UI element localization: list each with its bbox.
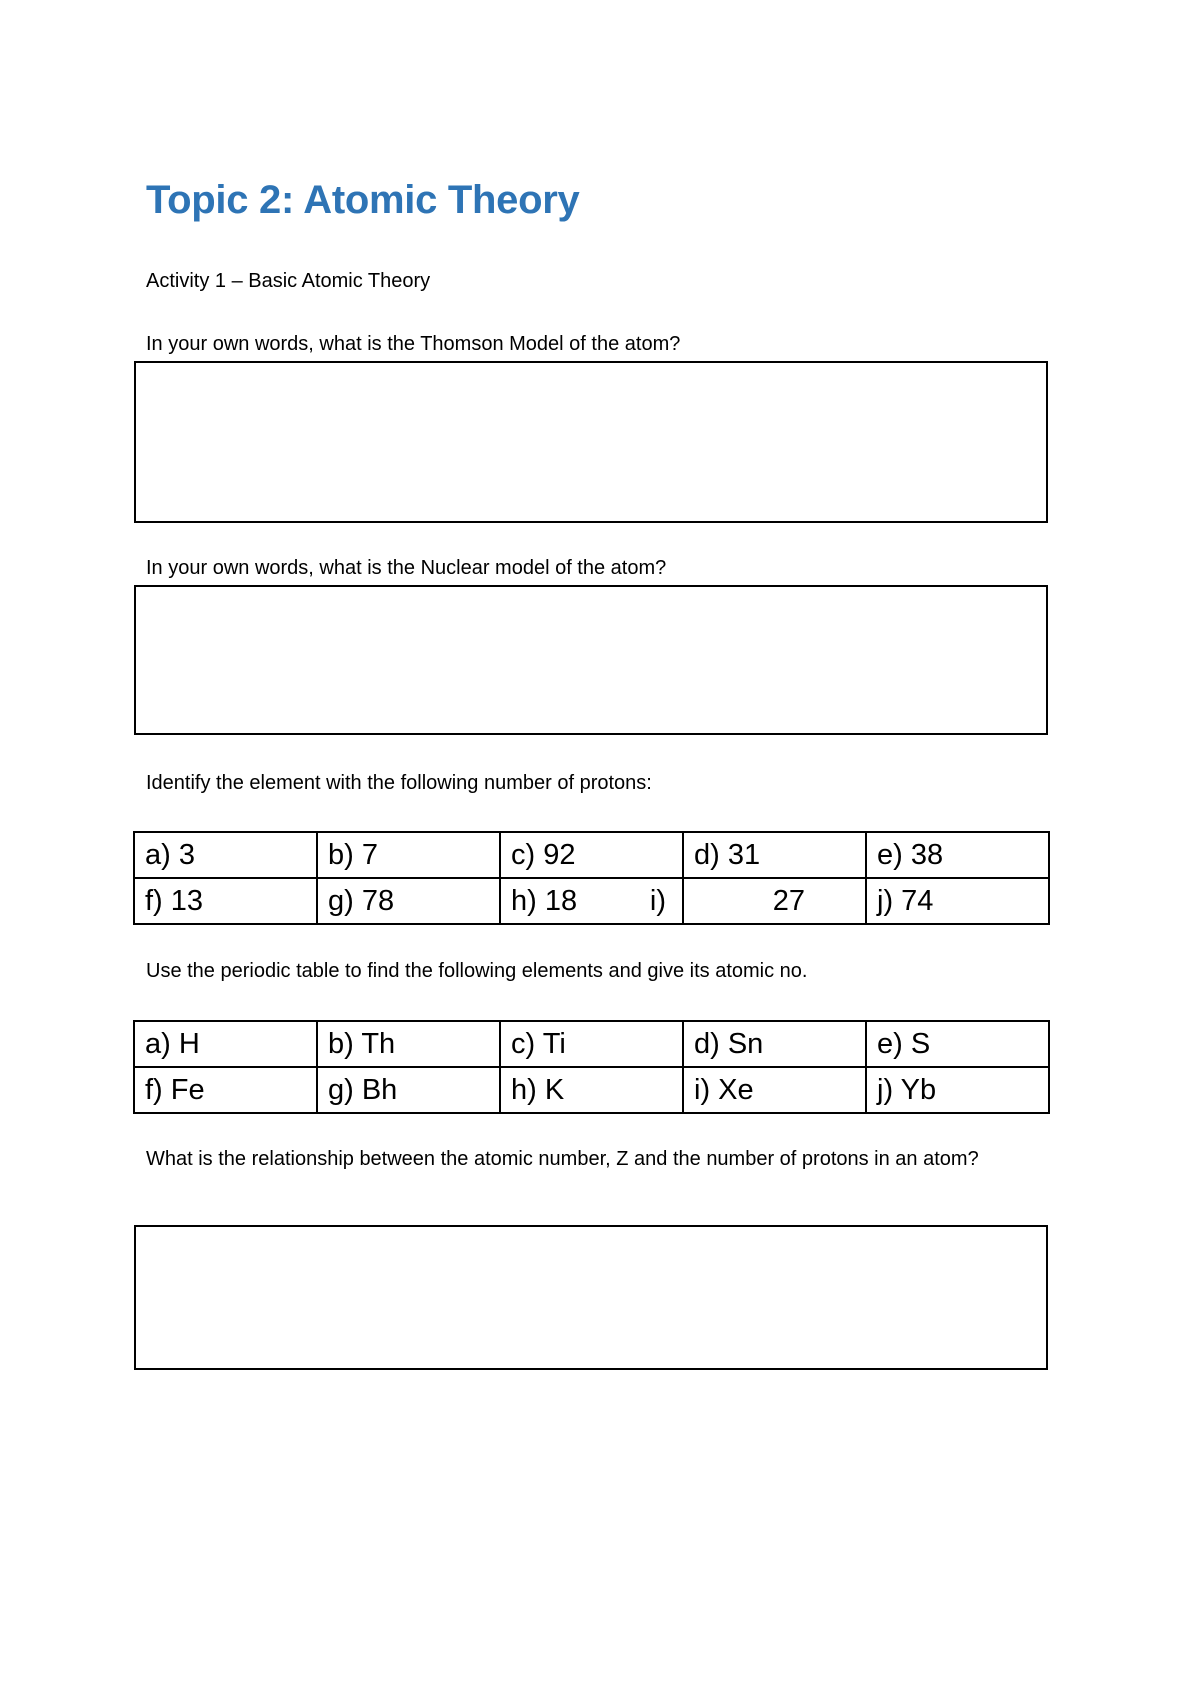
page-title: Topic 2: Atomic Theory (146, 178, 580, 222)
answer-box-thomson-model[interactable] (134, 361, 1048, 523)
elements-cell-g[interactable]: g) Bh (317, 1067, 500, 1113)
protons-cell-f[interactable]: f) 13 (134, 878, 317, 924)
elements-table (133, 1020, 1050, 1114)
elements-cell-d[interactable]: d) Sn (683, 1021, 866, 1067)
question-nuclear-model: In your own words, what is the Nuclear model of the atom? (146, 557, 667, 579)
elements-cell-i[interactable]: i) Xe (683, 1067, 866, 1113)
table-row (134, 832, 1049, 878)
question-periodic-table: Use the periodic table to find the following elements and give its atomic no. (146, 960, 808, 982)
protons-cell-h-label: h) 18 (511, 885, 578, 917)
protons-cell-i[interactable]: 27 (683, 878, 866, 924)
activity-subtitle: Activity 1 – Basic Atomic Theory (146, 270, 431, 292)
table-row (134, 878, 1049, 924)
answer-box-nuclear-model[interactable] (134, 585, 1048, 735)
elements-cell-e[interactable]: e) S (866, 1021, 1049, 1067)
elements-cell-j[interactable]: j) Yb (866, 1067, 1049, 1113)
table-row (134, 1067, 1049, 1113)
protons-cell-h[interactable] (500, 878, 683, 924)
question-thomson-model: In your own words, what is the Thomson Model of the atom? (146, 333, 681, 355)
protons-cell-b[interactable]: b) 7 (317, 832, 500, 878)
protons-cell-d[interactable]: d) 31 (683, 832, 866, 878)
question-atomic-number-relationship: What is the relationship between the atomic number, Z and the number of protons in an atom? (146, 1148, 979, 1170)
elements-cell-c[interactable]: c) Ti (500, 1021, 683, 1067)
elements-cell-h[interactable]: h) K (500, 1067, 683, 1113)
protons-cell-g[interactable]: g) 78 (317, 878, 500, 924)
protons-cell-j[interactable]: j) 74 (866, 878, 1049, 924)
elements-cell-a[interactable]: a) H (134, 1021, 317, 1067)
elements-cell-b[interactable]: b) Th (317, 1021, 500, 1067)
question-identify-element: Identify the element with the following number of protons: (146, 772, 652, 794)
protons-cell-i-label: i) (649, 885, 666, 917)
table-row (134, 1021, 1049, 1067)
protons-cell-e[interactable]: e) 38 (866, 832, 1049, 878)
protons-cell-a[interactable]: a) 3 (134, 832, 317, 878)
answer-box-atomic-number[interactable] (134, 1225, 1048, 1370)
elements-cell-f[interactable]: f) Fe (134, 1067, 317, 1113)
protons-cell-c[interactable]: c) 92 (500, 832, 683, 878)
protons-table (133, 831, 1050, 925)
